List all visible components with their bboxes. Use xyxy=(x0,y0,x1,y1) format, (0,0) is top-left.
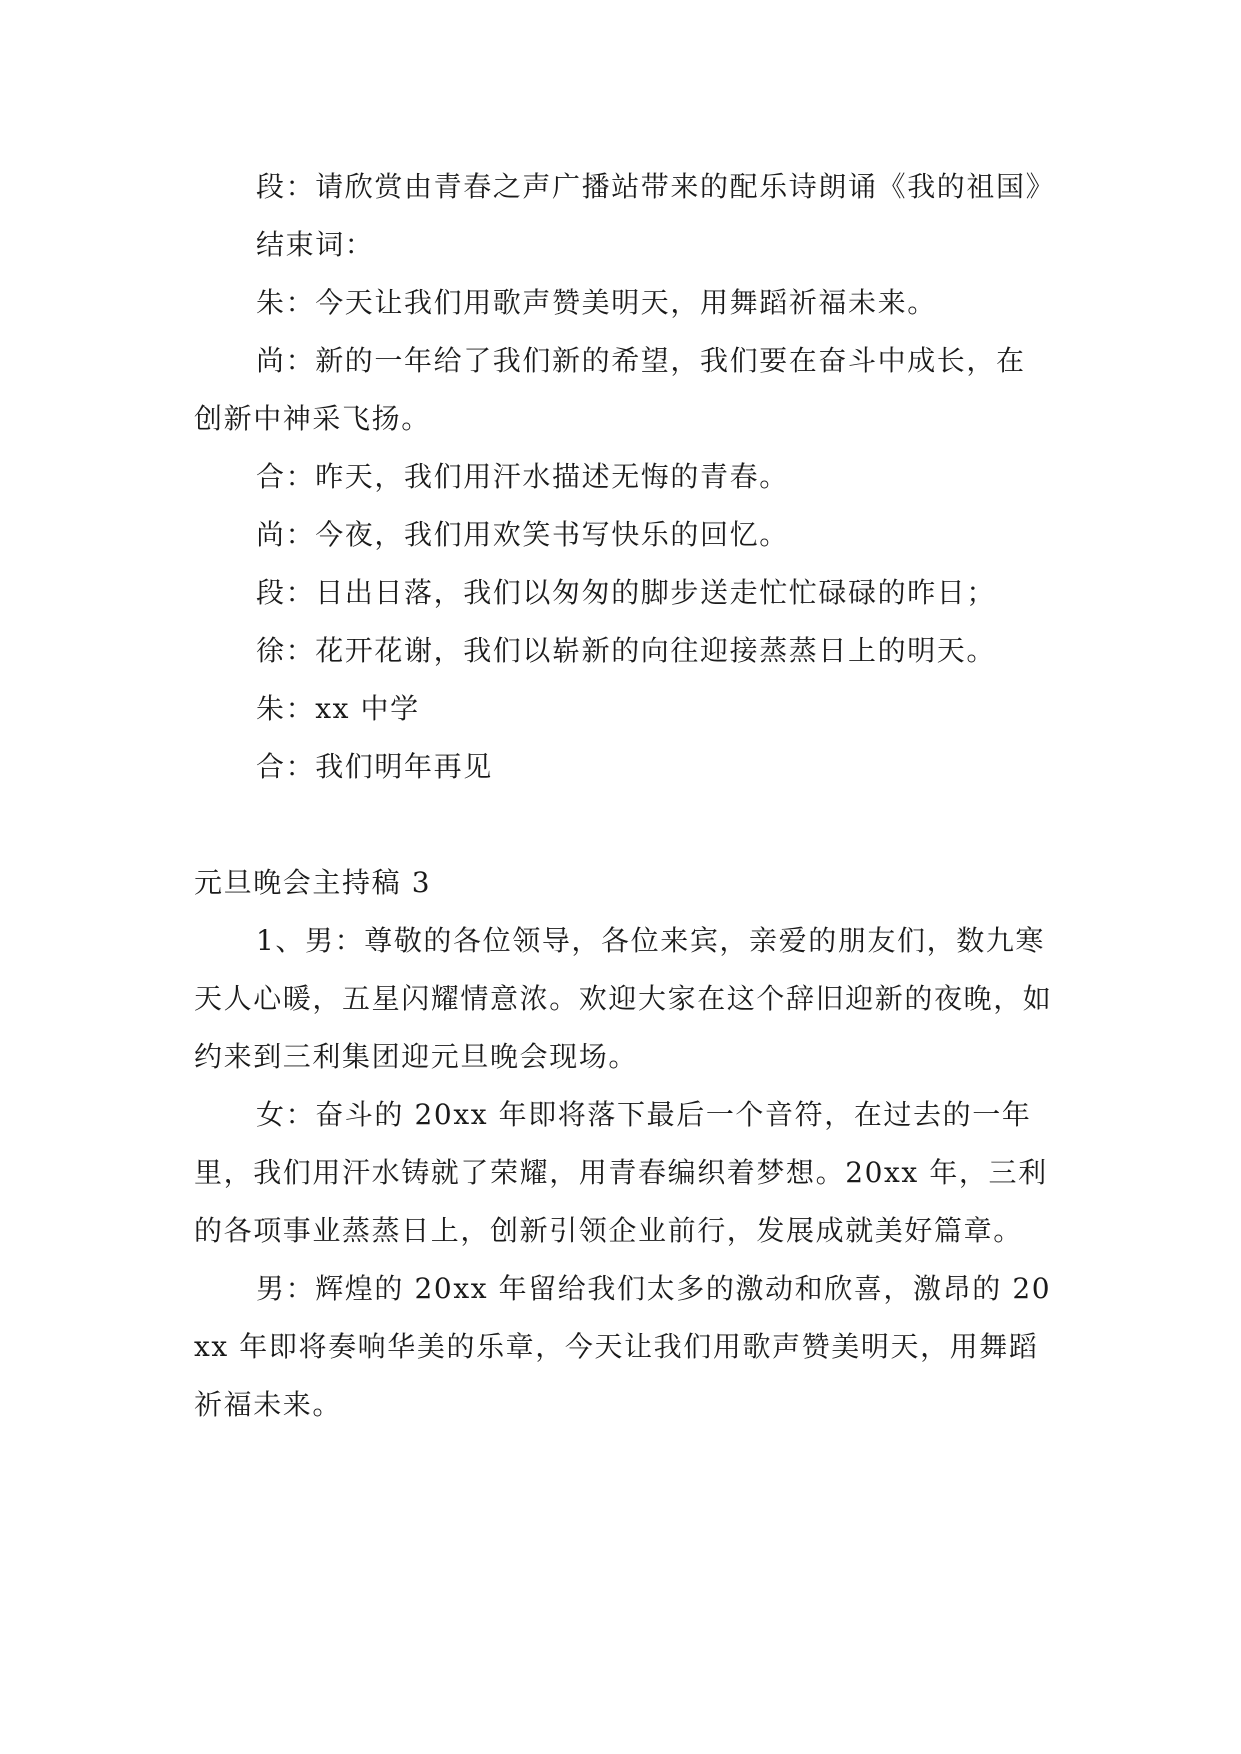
paragraph-he-1: 合：昨天，我们用汗水描述无悔的青春。 xyxy=(256,460,789,493)
paragraph-female-1: 女：奋斗的 20xx 年即将落下最后一个音符，在过去的一年里，我们用汗水铸就了荣耀，用青春编织着梦想。20xx 年，三利的各项事业蒸蒸日上，创新引领企业前行，发展成就美好篇章。 xyxy=(194,1098,1048,1247)
paragraph-shang-2: 尚：今夜，我们用欢笑书写快乐的回忆。 xyxy=(256,518,789,551)
paragraph-duan-2: 段：日出日落，我们以匆匆的脚步送走忙忙碌碌的昨日； xyxy=(256,576,997,609)
paragraph-closing-label: 结束词： xyxy=(256,228,375,261)
paragraph-male-2: 男：辉煌的 20xx 年留给我们太多的激动和欣喜，激昂的 20xx 年即将奏响华美的乐章，今天让我们用歌声赞美明天，用舞蹈祈福未来。 xyxy=(194,1272,1052,1421)
paragraph-xu-1: 徐：花开花谢，我们以崭新的向往迎接蒸蒸日上的明天。 xyxy=(256,634,997,667)
paragraph-shang-1: 尚：新的一年给了我们新的希望，我们要在奋斗中成长，在创新中神采飞扬。 xyxy=(194,344,1026,435)
paragraph-zhu-1: 朱：今天让我们用歌声赞美明天，用舞蹈祈福未来。 xyxy=(256,286,937,319)
document-body xyxy=(194,158,1054,1434)
paragraph-zhu-2: 朱：xx 中学 xyxy=(256,692,420,725)
paragraph-duan-poem: 段：请欣赏由青春之声广播站带来的配乐诗朗诵《我的祖国》 xyxy=(256,170,1056,203)
section-gap xyxy=(194,796,1054,854)
paragraph-male-1: 1、男：尊敬的各位领导，各位来宾，亲爱的朋友们，数九寒天人心暖，五星闪耀情意浓。欢迎大家在这个辞旧迎新的夜晚，如约来到三利集团迎元旦晚会现场。 xyxy=(194,924,1053,1073)
paragraph-he-2: 合：我们明年再见 xyxy=(256,750,493,783)
section-heading: 元旦晚会主持稿 3 xyxy=(194,866,432,899)
